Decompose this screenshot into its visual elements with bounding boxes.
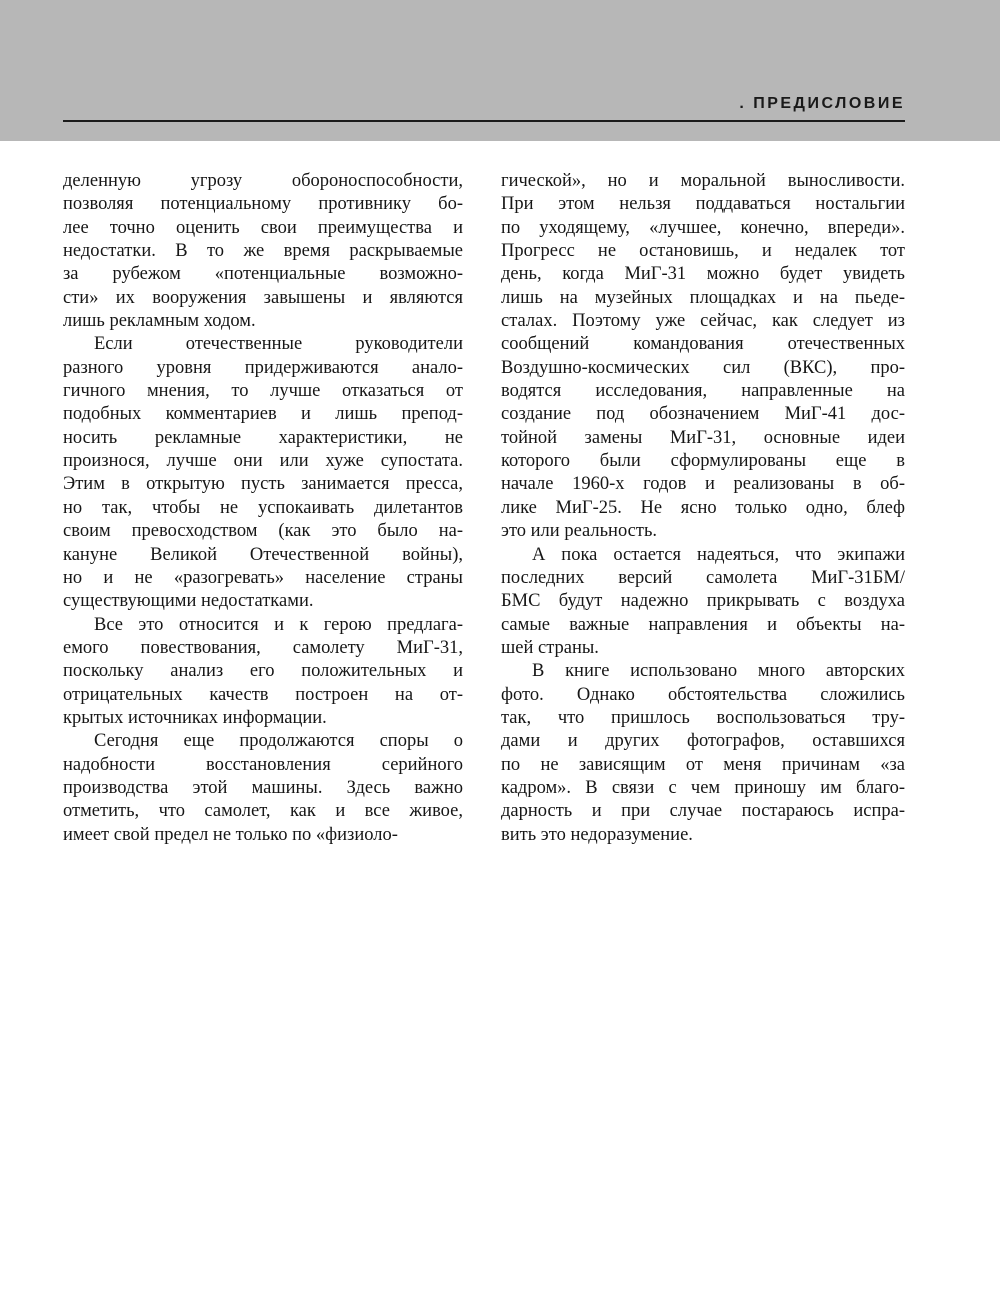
text-line: гичного мнения, то лучше отказаться от [63, 381, 463, 402]
text-line: БМС будут надежно прикрывать с воздуха [501, 591, 905, 612]
text-line: вить это недоразумение. [501, 824, 693, 845]
text-line: лишь на музейных площадках и на пьеде- [501, 287, 905, 308]
chapter-title: . ПРЕДИСЛОВИЕ [739, 95, 905, 112]
text-line: Этим в открытую пусть занимается пресса, [63, 474, 463, 495]
text-line: лее точно оценить свои преимущества и [63, 217, 463, 238]
text-line: последних версий самолета МиГ-31БМ/ [501, 567, 905, 588]
text-line: тойной замены МиГ-31, основные идеи [501, 427, 905, 448]
text-line: носить рекламные характеристики, не [63, 427, 463, 448]
text-line: При этом нельзя поддаваться ностальгии [501, 194, 905, 215]
text-line: поскольку анализ его положительных и [63, 661, 463, 682]
text-line: дарность и при случае постараюсь испра- [501, 801, 905, 822]
text-line: сталах. Поэтому уже сейчас, как следует из [501, 311, 905, 332]
text-line: лике МиГ-25. Не ясно только одно, блеф [501, 497, 905, 518]
text-line: надобности восстановления серийного [63, 754, 463, 775]
text-line: Сегодня еще продолжаются споры о [94, 731, 463, 752]
text-line: отметить, что самолет, как и все живое, [63, 801, 463, 822]
text-line: Если отечественные руководители [94, 334, 463, 355]
header-rule [63, 120, 905, 122]
text-line: создание под обозначением МиГ-41 дос- [501, 404, 905, 425]
text-line: емого повествования, самолету МиГ-31, [63, 637, 463, 658]
text-line: но так, чтобы не успокаивать дилетантов [63, 497, 463, 518]
text-line: фото. Однако обстоятельства сложились [501, 684, 905, 705]
text-line: А пока остается надеяться, что экипажи [532, 544, 905, 565]
text-line: водятся исследования, направленные на [501, 381, 905, 402]
page-header-band [0, 0, 1000, 141]
text-line: дами и других фотографов, оставшихся [501, 731, 905, 752]
text-line: начале 1960-х годов и реализованы в об- [501, 474, 905, 495]
text-line: но и не «разогревать» население страны [63, 567, 463, 588]
text-line: имеет свой предел не только по «физиоло- [63, 824, 398, 845]
text-line: разного уровня придерживаются анало- [63, 357, 463, 378]
text-line: Воздушно-космических сил (ВКС), про- [501, 357, 905, 378]
text-line: за рубежом «потенциальные возможно- [63, 264, 463, 285]
text-line: это или реальность. [501, 521, 658, 542]
text-line: по не зависящим от меня причинам «за [501, 754, 905, 775]
text-line: произнося, лучше они или хуже супостата. [63, 451, 463, 472]
text-line: производства этой машины. Здесь важно [63, 777, 463, 798]
text-line: недостатки. В то же время раскрываемые [63, 241, 463, 262]
text-line: Прогресс не остановишь, и недалек тот [501, 241, 905, 262]
text-line: существующими недостатками. [63, 591, 314, 612]
text-line: лишь рекламным ходом. [63, 311, 256, 332]
text-line: отрицательных качеств построен на от- [63, 684, 463, 705]
text-line: по уходящему, «лучшее, конечно, впереди». [501, 217, 905, 238]
text-line: крытых источниках информации. [63, 707, 327, 728]
text-line: В книге использовано много авторских [532, 661, 905, 682]
text-line: позволяя потенциальному противнику бо- [63, 194, 463, 215]
text-line: кануне Великой Отечественной войны), [63, 544, 463, 565]
text-line: гической», но и моральной выносливости. [501, 171, 905, 191]
text-line: подобных комментариев и лишь препод- [63, 404, 463, 425]
text-line: шей страны. [501, 637, 599, 658]
text-line: самые важные направления и объекты на- [501, 614, 905, 635]
text-line: день, когда МиГ-31 можно будет увидеть [501, 264, 905, 285]
text-line: кадром». В связи с чем приношу им благо- [501, 777, 905, 798]
text-line: которого были сформулированы еще в [501, 451, 905, 472]
text-line: сообщений командования отечественных [501, 334, 905, 355]
text-line: Все это относится и к герою предлага- [94, 614, 463, 635]
text-line: сти» их вооружения завышены и являются [63, 287, 463, 308]
text-column-right [501, 170, 905, 847]
text-column-left [63, 170, 463, 847]
page-body [63, 170, 905, 847]
text-line: своим превосходством (как это было на- [63, 521, 463, 542]
text-line: так, что пришлось воспользоваться тру- [501, 707, 905, 728]
text-line: деленную угрозу обороноспособности, [63, 171, 463, 191]
